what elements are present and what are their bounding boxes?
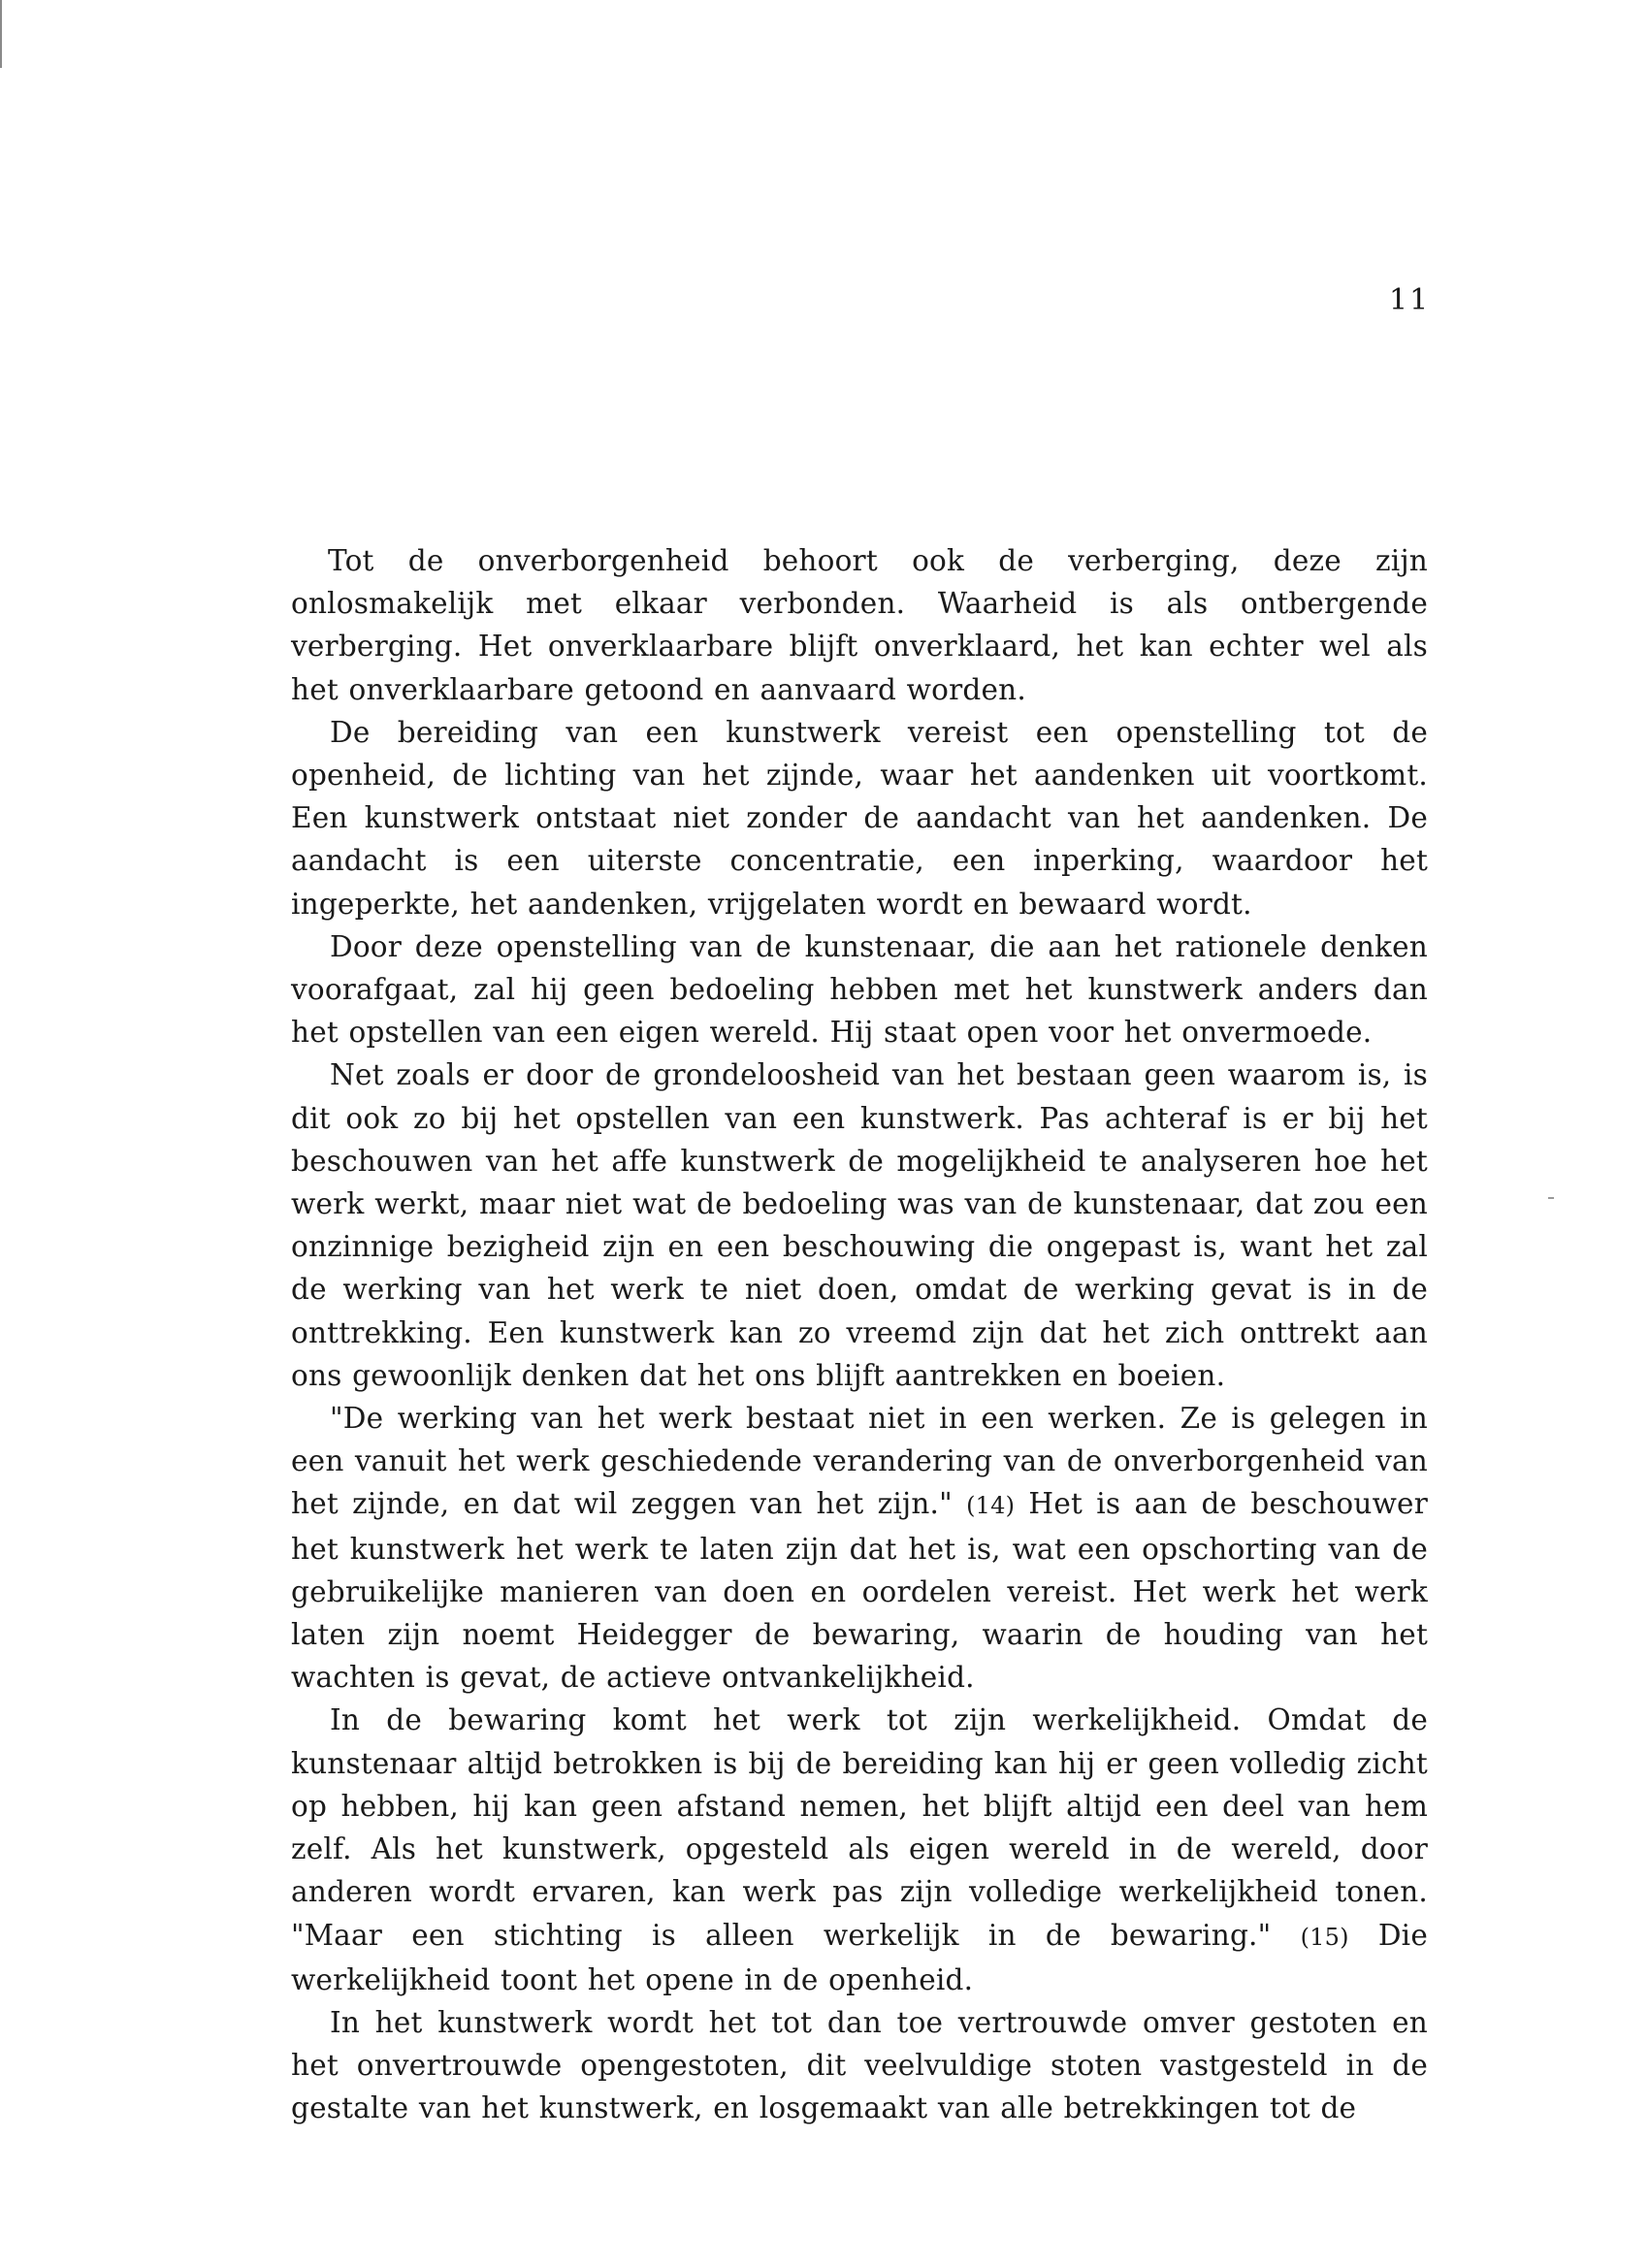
scan-speck-mark — [1548, 1197, 1554, 1199]
paragraph-4: Net zoals er door de grondeloosheid van het bestaan geen waarom is, is dit ook zo bij het opstellen van een kunstwerk. Pas achteraf is er bij het beschouwen van het affe kunstwerk de mogelijkheid te analyseren hoe het werk werkt, maar niet wat de bedoeling was van de kunstenaar, dat zou een onzinnige bezigheid zijn en een beschouwing die ongepast is, want het zal de werking van het werk te niet doen, omdat de werking gevat is in de onttrekking. Een kunstwerk kan zo vreemd zijn dat het zich onttrekt aan ons gewoonlijk denken dat het ons blijft aantrekken en boeien. — [291, 1058, 1428, 1392]
paragraph-6 — [291, 1699, 1428, 2000]
footnote-ref-14: (14) — [966, 1492, 1016, 1520]
page-number: 11 — [1389, 283, 1431, 317]
paragraph-5 — [291, 1397, 1428, 1699]
paragraph-1: Tot de onverborgenheid behoort ook de verberging, deze zijn onlosmakelijk met elkaar verbonden. Waarheid is als ontbergende verberging. Het onverklaarbare blijft onverklaard, het kan echter wel als het onverklaarbare getoond en aanvaard worden. — [291, 544, 1428, 706]
paragraph-7: In het kunstwerk wordt het tot dan toe vertrouwde omver gestoten en het onvertrouwde opengestoten, dit veelvuldige stoten vastgesteld in de gestalte van het kunstwerk, en losgemaakt van alle betrekkingen tot de — [291, 2005, 1428, 2125]
footnote-ref-15: (15) — [1300, 1923, 1349, 1951]
paragraph-6-text: In de bewaring komt het werk tot zijn werkelijkheid. Omdat de kunstenaar altijd betrokken is bij de bereiding kan hij er geen volledig zicht op hebben, hij kan geen afstand nemen, het blijft altijd een deel van hem zelf. Als het kunstwerk, opgesteld als eigen wereld in de wereld, door anderen wordt ervaren, kan werk pas zijn volledige werkelijkheid tonen. "Maar een stichting is alleen werkelijk in de bewaring." — [291, 1703, 1428, 1952]
paragraph-3: Door deze openstelling van de kunstenaar, die aan het rationele denken voorafgaat, zal hij geen bedoeling hebben met het kunstwerk anders dan het opstellen van een eigen wereld. Hij staat open voor het onvermoede. — [291, 929, 1428, 1050]
paragraph-5-quote: "De werking van het werk bestaat niet in een werken. Ze is gelegen in een vanuit het werk geschiedende verandering van de onverborgenheid van het zijnde, en dat wil zeggen van het zijn." — [291, 1402, 1428, 1521]
body-text — [291, 539, 1428, 2130]
paragraph-6-rest: Die werkelijkheid toont het opene in de openheid. — [291, 1918, 1428, 1996]
paragraph-5-rest: Het is aan de beschouwer het kunstwerk het werk te laten zijn dat het is, wat een opschorting van de gebruikelijke manieren van doen en oordelen vereist. Het werk het werk laten zijn noemt Heidegger de bewaring, waarin de houding van het wachten is gevat, de actieve ontvankelijkheid. — [291, 1487, 1428, 1695]
paragraph-2: De bereiding van een kunstwerk vereist een openstelling tot de openheid, de lichting van het zijnde, waar het aandenken uit voortkomt. Een kunstwerk ontstaat niet zonder de aandacht van het aandenken. De aandacht is een uiterste concentratie, een inperking, waardoor het ingeperkte, het aandenken, vrijgelaten wordt en bewaard wordt. — [291, 715, 1428, 921]
scan-edge-mark — [0, 0, 2, 68]
